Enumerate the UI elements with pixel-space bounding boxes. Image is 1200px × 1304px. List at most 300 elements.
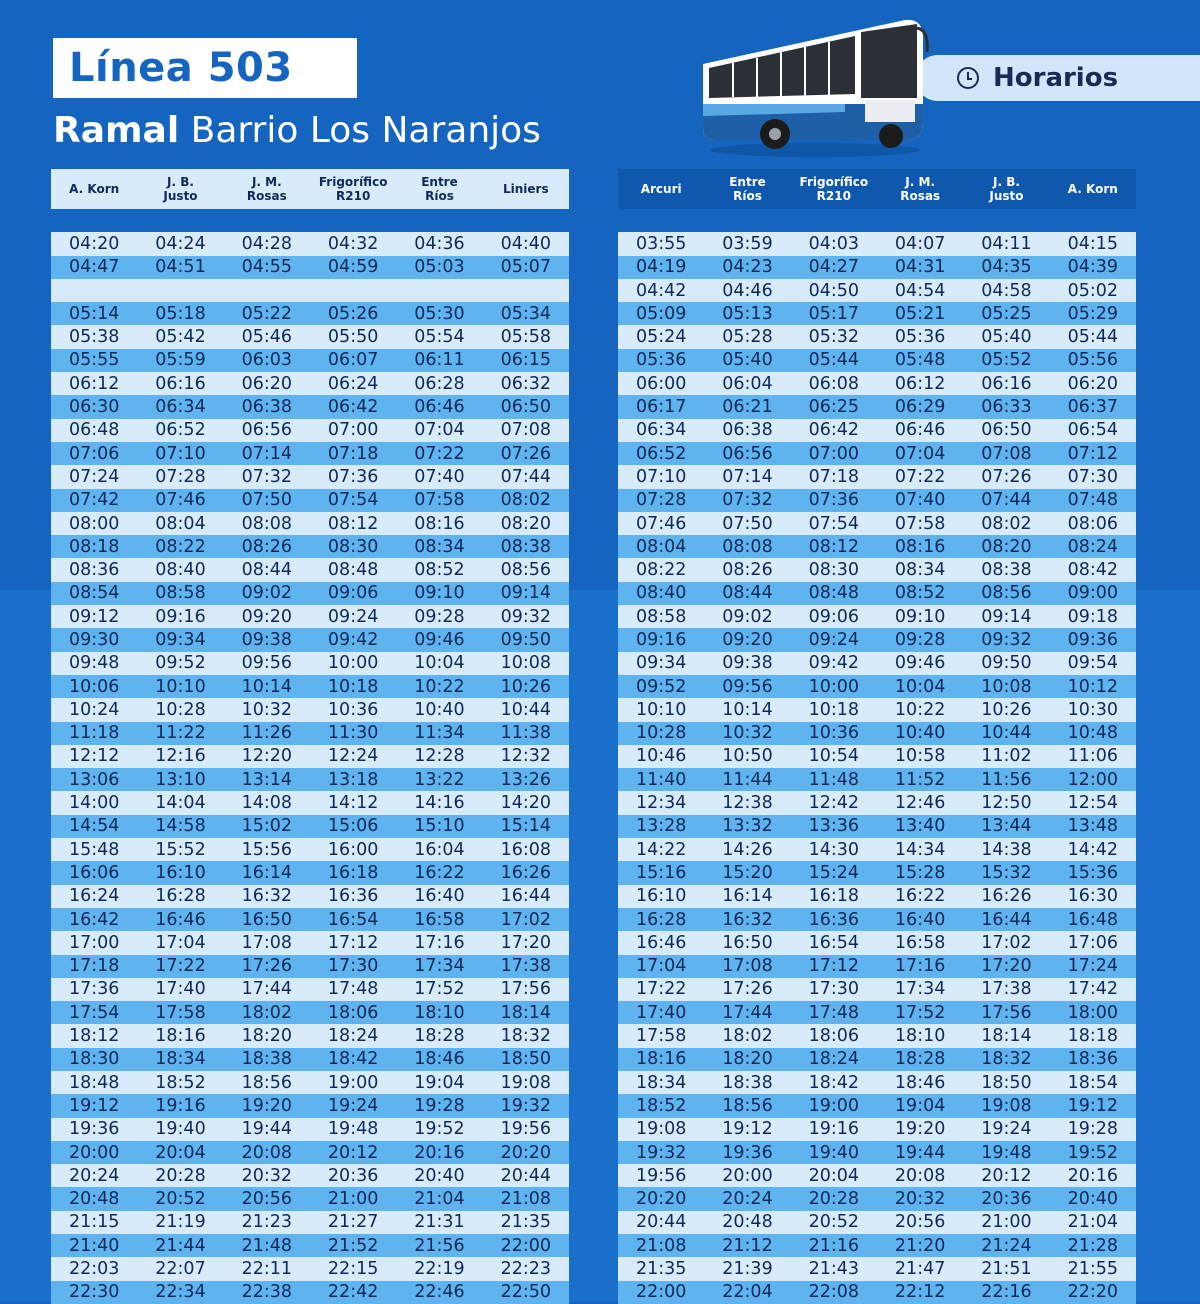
time-cell: 08:52 [877,582,963,605]
time-cell: 17:12 [310,931,396,954]
time-cell: 17:24 [1050,955,1136,978]
column-header [618,169,704,209]
column-header-text: Arcuri [640,182,682,196]
table-row [618,256,1136,279]
time-cell: 07:24 [51,465,137,488]
time-cell: 08:00 [51,512,137,535]
time-cell: 21:12 [704,1234,790,1257]
time-cell: 06:48 [51,419,137,442]
time-cell: 05:26 [310,302,396,325]
time-cell: 20:24 [704,1187,790,1210]
time-cell: 04:58 [963,279,1049,302]
time-cell: 16:22 [877,885,963,908]
time-cell: 10:36 [310,698,396,721]
column-header [791,169,877,209]
time-cell: 06:11 [396,349,482,372]
time-cell: 13:10 [137,768,223,791]
table-row [618,628,1136,651]
time-cell: 22:34 [137,1281,223,1304]
time-cell: 18:14 [963,1024,1049,1047]
time-cell: 14:08 [224,791,310,814]
time-cell: 21:39 [704,1257,790,1280]
time-cell: 06:16 [963,372,1049,395]
table-row [51,349,569,372]
time-cell: 09:14 [483,582,569,605]
time-cell: 10:10 [137,675,223,698]
time-cell: 16:58 [877,931,963,954]
time-cell: 07:28 [618,489,704,512]
time-cell: 05:36 [877,325,963,348]
time-cell: 09:16 [137,605,223,628]
table-row [618,955,1136,978]
time-cell: 16:48 [1050,908,1136,931]
time-cell: 11:56 [963,768,1049,791]
time-cell: 18:56 [704,1094,790,1117]
time-cell: 21:31 [396,1211,482,1234]
time-cell: 16:46 [137,908,223,931]
time-cell: 09:48 [51,652,137,675]
time-cell: 06:52 [137,419,223,442]
time-cell: 07:42 [51,489,137,512]
column-header-text: J. B. [167,175,194,189]
time-cell: 05:02 [1050,279,1136,302]
time-cell: 17:16 [877,955,963,978]
time-cell: 18:52 [137,1071,223,1094]
time-cell: 21:52 [310,1234,396,1257]
time-cell: 08:58 [137,582,223,605]
time-cell: 21:35 [618,1257,704,1280]
time-cell: 13:22 [396,768,482,791]
time-cell: 18:38 [704,1071,790,1094]
table-row [618,838,1136,861]
table-row [618,558,1136,581]
time-cell: 07:18 [791,465,877,488]
time-cell: 19:48 [963,1141,1049,1164]
header-gap [51,209,569,232]
time-cell: 10:04 [396,652,482,675]
time-cell: 18:48 [51,1071,137,1094]
table-row [618,1001,1136,1024]
time-cell: 14:58 [137,815,223,838]
time-cell: 09:32 [963,628,1049,651]
time-cell: 17:26 [704,978,790,1001]
time-cell: 20:00 [51,1141,137,1164]
time-cell: 06:00 [618,372,704,395]
time-cell: 08:40 [137,558,223,581]
time-cell: 18:02 [224,1001,310,1024]
time-cell: 11:18 [51,722,137,745]
time-cell: 21:00 [963,1211,1049,1234]
time-cell: 08:58 [618,605,704,628]
time-cell: 19:48 [310,1118,396,1141]
table-row [618,885,1136,908]
time-cell: 20:12 [310,1141,396,1164]
time-cell: 04:47 [51,256,137,279]
table-row [618,908,1136,931]
time-cell: 18:30 [51,1048,137,1071]
time-cell: 15:10 [396,815,482,838]
time-cell: 07:30 [1050,465,1136,488]
column-header-text: R210 [336,189,371,203]
column-header-text: Frigorífico [318,175,388,189]
time-cell: 17:04 [137,931,223,954]
time-cell: 07:08 [963,442,1049,465]
time-cell: 20:28 [137,1164,223,1187]
time-cell: 05:09 [618,302,704,325]
column-header-text: J. M. [905,175,935,189]
time-cell: 16:40 [396,885,482,908]
time-cell: 07:14 [224,442,310,465]
time-cell: 10:36 [791,722,877,745]
time-cell: 17:30 [791,978,877,1001]
time-cell: 05:07 [483,256,569,279]
time-cell: 19:36 [704,1141,790,1164]
time-cell: 06:15 [483,349,569,372]
table-row [618,279,1136,302]
time-cell: 09:56 [704,675,790,698]
table-row [618,1234,1136,1257]
time-cell: 07:48 [1050,489,1136,512]
time-cell: 05:48 [877,349,963,372]
table-row [51,1257,569,1280]
time-cell: 05:03 [396,256,482,279]
time-cell: 07:22 [877,465,963,488]
time-cell: 15:32 [963,861,1049,884]
time-cell: 06:20 [224,372,310,395]
time-cell: 07:10 [137,442,223,465]
time-cell: 04:15 [1050,232,1136,255]
time-cell: 08:56 [963,582,1049,605]
time-cell: 04:36 [396,232,482,255]
time-cell: 16:30 [1050,885,1136,908]
time-cell: 07:36 [310,465,396,488]
time-cell: 05:21 [877,302,963,325]
table-row [51,232,569,255]
time-cell: 16:42 [51,908,137,931]
time-cell: 21:23 [224,1211,310,1234]
time-cell: 11:38 [483,722,569,745]
column-header-text: Entre [729,175,766,189]
time-cell: 15:20 [704,861,790,884]
time-cell: 21:16 [791,1234,877,1257]
time-cell: 10:14 [224,675,310,698]
time-cell: 21:44 [137,1234,223,1257]
time-cell: 16:10 [618,885,704,908]
column-header [51,169,137,209]
time-cell: 04:07 [877,232,963,255]
table-row [618,1211,1136,1234]
time-cell: 05:34 [483,302,569,325]
time-cell: 16:36 [310,885,396,908]
time-cell: 06:50 [963,419,1049,442]
time-cell: 16:54 [791,931,877,954]
time-cell: 22:46 [396,1281,482,1304]
time-cell: 20:52 [137,1187,223,1210]
time-cell: 16:14 [224,861,310,884]
table-row [618,442,1136,465]
time-cell: 07:04 [396,419,482,442]
time-cell: 07:08 [483,419,569,442]
column-header-text: Frigorífico [799,175,869,189]
schedule-badge [915,55,1200,101]
time-cell: 04:55 [224,256,310,279]
time-cell: 10:32 [704,722,790,745]
table-row [618,1118,1136,1141]
time-cell: 16:26 [963,885,1049,908]
table-row [618,489,1136,512]
table-row [618,372,1136,395]
time-cell: 10:14 [704,698,790,721]
time-cell: 04:27 [791,256,877,279]
table-row [51,722,569,745]
time-cell: 18:50 [483,1048,569,1071]
time-cell: 13:44 [963,815,1049,838]
time-cell: 07:58 [877,512,963,535]
time-cell: 05:40 [963,325,1049,348]
time-cell: 08:26 [704,558,790,581]
time-cell: 04:59 [310,256,396,279]
time-cell: 17:56 [483,978,569,1001]
time-cell: 16:54 [310,908,396,931]
time-cell: 20:08 [224,1141,310,1164]
time-cell: 11:40 [618,768,704,791]
table-row [51,1187,569,1210]
time-cell: 14:16 [396,791,482,814]
time-cell: 16:36 [791,908,877,931]
time-cell: 10:54 [791,745,877,768]
time-cell: 10:22 [396,675,482,698]
time-cell: 20:36 [310,1164,396,1187]
table-row [618,791,1136,814]
time-cell: 16:26 [483,861,569,884]
table-row [51,885,569,908]
time-cell [51,279,137,302]
line-title-box [53,38,357,98]
time-cell: 09:14 [963,605,1049,628]
time-cell: 17:06 [1050,931,1136,954]
table-row [618,395,1136,418]
table-row [51,605,569,628]
time-cell: 10:08 [483,652,569,675]
time-cell: 17:00 [51,931,137,954]
time-cell: 05:44 [1050,325,1136,348]
time-cell: 19:32 [618,1141,704,1164]
table-row [51,698,569,721]
time-cell: 10:40 [396,698,482,721]
time-cell: 22:23 [483,1257,569,1280]
time-cell: 19:40 [137,1118,223,1141]
time-cell: 17:08 [704,955,790,978]
time-cell: 10:00 [310,652,396,675]
column-header [1050,169,1136,209]
time-cell: 12:42 [791,791,877,814]
table-row [51,1118,569,1141]
time-cell: 15:56 [224,838,310,861]
time-cell: 21:40 [51,1234,137,1257]
time-cell: 17:58 [137,1001,223,1024]
column-header-text: R210 [816,189,851,203]
time-cell: 18:34 [618,1071,704,1094]
table-row [51,1141,569,1164]
time-cell: 04:39 [1050,256,1136,279]
time-cell: 12:32 [483,745,569,768]
time-cell: 05:52 [963,349,1049,372]
time-cell: 17:40 [137,978,223,1001]
table-row [51,442,569,465]
table-row [51,582,569,605]
time-cell: 08:30 [791,558,877,581]
time-cell: 18:42 [310,1048,396,1071]
time-cell: 19:08 [483,1071,569,1094]
time-cell: 22:19 [396,1257,482,1280]
time-cell: 04:28 [224,232,310,255]
time-cell: 04:35 [963,256,1049,279]
time-cell: 04:42 [618,279,704,302]
time-cell: 22:03 [51,1257,137,1280]
time-cell: 16:32 [224,885,310,908]
time-cell: 05:13 [704,302,790,325]
time-cell: 20:04 [791,1164,877,1187]
time-cell: 17:02 [963,931,1049,954]
time-cell: 09:10 [396,582,482,605]
time-cell: 18:54 [1050,1071,1136,1094]
time-cell: 22:30 [51,1281,137,1304]
time-cell: 21:24 [963,1234,1049,1257]
time-cell: 21:47 [877,1257,963,1280]
time-cell: 17:08 [224,931,310,954]
time-cell: 10:28 [137,698,223,721]
table-row [51,1211,569,1234]
time-cell: 08:38 [483,535,569,558]
time-cell: 06:37 [1050,395,1136,418]
time-cell: 16:28 [618,908,704,931]
time-cell: 19:04 [396,1071,482,1094]
table-row [51,1234,569,1257]
time-cell: 13:48 [1050,815,1136,838]
table-row [51,1024,569,1047]
time-cell: 13:26 [483,768,569,791]
time-cell: 18:46 [877,1071,963,1094]
column-header-text: A. Korn [69,182,120,196]
time-cell: 10:30 [1050,698,1136,721]
time-cell: 09:16 [618,628,704,651]
time-cell: 17:20 [483,931,569,954]
time-cell: 12:16 [137,745,223,768]
time-cell: 10:06 [51,675,137,698]
time-cell: 05:55 [51,349,137,372]
table-row [618,978,1136,1001]
time-cell: 20:36 [963,1187,1049,1210]
time-cell: 09:02 [224,582,310,605]
table-row [618,1281,1136,1304]
time-cell: 05:50 [310,325,396,348]
time-cell: 21:08 [483,1187,569,1210]
time-cell: 20:56 [877,1211,963,1234]
time-cell: 16:06 [51,861,137,884]
time-cell: 16:50 [224,908,310,931]
column-header-text: Justo [163,189,198,203]
column-header [224,169,310,209]
time-cell: 08:06 [1050,512,1136,535]
time-cell: 19:20 [877,1118,963,1141]
time-cell: 09:34 [618,652,704,675]
time-cell: 07:18 [310,442,396,465]
time-cell: 09:54 [1050,652,1136,675]
time-cell: 06:56 [704,442,790,465]
time-cell: 17:16 [396,931,482,954]
time-cell: 07:50 [224,489,310,512]
time-cell: 04:31 [877,256,963,279]
time-cell: 14:04 [137,791,223,814]
time-cell: 05:30 [396,302,482,325]
time-cell: 17:44 [224,978,310,1001]
time-cell: 05:40 [704,349,790,372]
time-cell: 16:28 [137,885,223,908]
time-cell: 08:02 [483,489,569,512]
time-cell: 08:48 [310,558,396,581]
time-cell: 04:51 [137,256,223,279]
time-cell: 09:28 [396,605,482,628]
time-cell: 16:10 [137,861,223,884]
time-cell: 20:48 [51,1187,137,1210]
table-row [618,1187,1136,1210]
time-cell: 09:30 [51,628,137,651]
time-cell: 21:04 [1050,1211,1136,1234]
table-row [618,698,1136,721]
time-cell: 08:20 [963,535,1049,558]
time-cell: 20:20 [618,1187,704,1210]
time-cell: 06:38 [704,419,790,442]
time-cell: 07:44 [483,465,569,488]
time-cell: 17:18 [51,955,137,978]
time-cell: 10:22 [877,698,963,721]
time-cell: 17:04 [618,955,704,978]
table-row [618,652,1136,675]
time-cell: 19:00 [310,1071,396,1094]
time-cell: 09:12 [51,605,137,628]
time-cell: 19:44 [224,1118,310,1141]
table-row [51,535,569,558]
time-cell: 17:54 [51,1001,137,1024]
time-cell: 07:26 [963,465,1049,488]
time-cell: 10:04 [877,675,963,698]
time-cell: 16:22 [396,861,482,884]
time-cell: 19:20 [224,1094,310,1117]
time-cell: 19:32 [483,1094,569,1117]
time-cell: 22:00 [618,1281,704,1304]
table-header [618,169,1136,209]
time-cell: 08:52 [396,558,482,581]
time-cell: 15:52 [137,838,223,861]
time-cell: 18:10 [396,1001,482,1024]
time-cell: 06:30 [51,395,137,418]
time-cell: 14:12 [310,791,396,814]
table-row [51,512,569,535]
time-cell: 21:19 [137,1211,223,1234]
time-cell: 08:18 [51,535,137,558]
time-cell: 04:24 [137,232,223,255]
time-cell: 17:56 [963,1001,1049,1024]
time-cell: 09:42 [310,628,396,651]
time-cell: 18:06 [310,1001,396,1024]
time-cell: 08:22 [137,535,223,558]
table-row [51,978,569,1001]
time-cell: 06:34 [137,395,223,418]
time-cell: 05:22 [224,302,310,325]
table-row [51,465,569,488]
time-cell: 18:16 [618,1048,704,1071]
time-cell: 05:44 [791,349,877,372]
